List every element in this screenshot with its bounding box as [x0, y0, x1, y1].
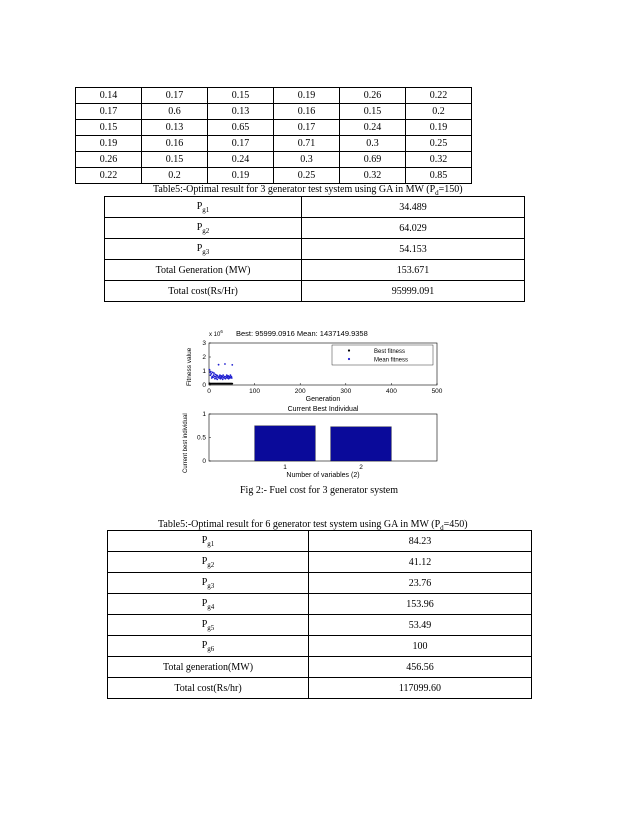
label-subscript: g3 [202, 247, 210, 256]
label-text: P [196, 221, 203, 233]
result-value: 41.12 [309, 552, 532, 573]
result-label [108, 552, 309, 573]
top-plot-title: Best: 95999.0916 Mean: 1437149.9358 [236, 329, 368, 338]
result-label [105, 239, 302, 260]
result-label [108, 594, 309, 615]
result-value: 54.153 [302, 239, 525, 260]
mean-fitness-point [231, 377, 233, 379]
label-text: P [196, 200, 203, 212]
matrix-cell: 0.2 [142, 168, 208, 184]
matrix-cell: 0.14 [76, 88, 142, 104]
matrix-cell: 0.19 [208, 168, 274, 184]
bottom-plot-frame [209, 414, 437, 461]
result-label [108, 531, 309, 552]
label-subscript: g2 [202, 226, 210, 235]
result-value: 153.671 [302, 260, 525, 281]
label-text: Total cost(Rs/hr) [174, 682, 242, 694]
figure-caption: Fig 2:- Fuel cost for 3 generator system [239, 485, 399, 496]
matrix-cell: 0.15 [76, 120, 142, 136]
label-subscript: g4 [207, 602, 215, 611]
matrix-cell: 0.26 [76, 152, 142, 168]
mean-fitness-point [218, 364, 220, 366]
mean-fitness-point [222, 374, 224, 376]
matrix-row [76, 152, 472, 168]
table5a [104, 196, 525, 302]
matrix-row [76, 136, 472, 152]
result-value: 53.49 [309, 615, 532, 636]
label-subscript: g5 [207, 623, 215, 632]
result-value: 34.489 [302, 197, 525, 218]
result-label [108, 657, 309, 678]
result-row [105, 281, 525, 302]
label-text: P [201, 555, 208, 567]
top-ytick-label: 3 [202, 340, 206, 347]
bottom-xlabel: Number of variables (2) [286, 472, 360, 479]
result-value: 153.96 [309, 594, 532, 615]
top-ytick-label: 1 [202, 368, 206, 375]
legend-mean: Mean fitness [374, 357, 409, 364]
mean-fitness-point [231, 364, 233, 366]
matrix-cell: 0.22 [76, 168, 142, 184]
matrix-cell: 0.22 [406, 88, 472, 104]
result-row [108, 615, 532, 636]
result-value: 23.76 [309, 573, 532, 594]
matrix-cell: 0.16 [142, 136, 208, 152]
legend-best: Best fitness [374, 349, 406, 355]
table5b-caption: Table5:-Optimal result for 6 generator test system using GA in MW $(P_d=450)$ [158, 519, 468, 532]
matrix-cell: 0.24 [340, 120, 406, 136]
matrix-cell: 0.32 [406, 152, 472, 168]
matrix-cell: 0.19 [406, 120, 472, 136]
bar-variable-2 [331, 427, 392, 461]
top-legend [332, 345, 433, 365]
matrix-row [76, 88, 472, 104]
matrix-cell: 0.25 [406, 136, 472, 152]
result-row [105, 239, 525, 260]
label-text: P [201, 639, 208, 651]
ga-figure [175, 325, 450, 480]
label-subscript: g2 [207, 560, 215, 569]
mean-fitness-point [224, 363, 226, 365]
label-subscript: g3 [207, 581, 215, 590]
bottom-ytick-label: 0.5 [196, 434, 206, 442]
matrix-cell: 0.15 [142, 152, 208, 168]
label-subscript: g1 [202, 205, 210, 214]
label-text: Total Generation (MW) [155, 264, 251, 276]
bar-variable-1 [255, 426, 316, 461]
label-text: Total generation(MW) [162, 661, 254, 673]
matrix-cell: 0.17 [208, 136, 274, 152]
matrix-row [76, 120, 472, 136]
label-text: P [196, 242, 203, 254]
matrix-cell: 0.17 [76, 104, 142, 120]
top-xtick-label: 500 [431, 388, 443, 395]
matrix-cell: 0.26 [340, 88, 406, 104]
result-value: 100 [309, 636, 532, 657]
matrix-cell: 0.15 [340, 104, 406, 120]
matrix-cell: 0.32 [340, 168, 406, 184]
matrix-cell: 0.16 [274, 104, 340, 120]
matrix-cell: 0.19 [76, 136, 142, 152]
bottom-xtick-label: 1 [283, 464, 287, 471]
label-text: P [201, 576, 208, 588]
result-row [108, 678, 532, 699]
mean-fitness-point [210, 371, 212, 373]
result-row [105, 218, 525, 239]
best-fitness-point [231, 383, 233, 385]
top-xtick-label: 300 [340, 388, 352, 395]
result-row [108, 531, 532, 552]
result-row [108, 573, 532, 594]
mean-fitness-point [209, 369, 211, 371]
label-subscript: g6 [207, 644, 215, 653]
top-multiplier: x $10^6$ [209, 329, 223, 338]
label-subscript: g1 [207, 539, 215, 548]
matrix-cell: 0.17 [142, 88, 208, 104]
top-ylabel: Fitness value [186, 347, 193, 386]
table5b [107, 530, 532, 699]
result-row [108, 594, 532, 615]
matrix-cell: 0.65 [208, 120, 274, 136]
result-row [108, 657, 532, 678]
label-text: P [201, 534, 208, 546]
result-row [105, 197, 525, 218]
result-label [108, 573, 309, 594]
result-value: 95999.091 [302, 281, 525, 302]
result-label [105, 260, 302, 281]
result-value: 456.56 [309, 657, 532, 678]
result-value: 117099.60 [309, 678, 532, 699]
mean-fitness-point [213, 372, 215, 374]
table5a-caption: Table5:-Optimal result for 3 generator test system using GA in MW $(P_d=150)$ [153, 184, 463, 197]
matrix-cell: 0.69 [340, 152, 406, 168]
result-label [108, 678, 309, 699]
matrix-row [76, 168, 472, 184]
top-ytick-label: 0 [202, 382, 206, 389]
matrix-cell: 0.19 [274, 88, 340, 104]
result-value: 84.23 [309, 531, 532, 552]
top-ytick-label: 2 [202, 354, 206, 361]
matrix-cell: 0.85 [406, 168, 472, 184]
result-label [108, 615, 309, 636]
matrix-cell: 0.2 [406, 104, 472, 120]
result-label [105, 218, 302, 239]
matrix-cell: 0.6 [142, 104, 208, 120]
matrix-cell: 0.13 [208, 104, 274, 120]
result-row [108, 552, 532, 573]
result-label [105, 197, 302, 218]
mean-fitness-point [210, 373, 212, 375]
result-row [108, 636, 532, 657]
matrix-cell: 0.15 [208, 88, 274, 104]
top-xtick-label: 200 [294, 388, 306, 395]
top-xtick-label: 100 [249, 388, 261, 395]
bottom-ylabel: Current best individual [183, 413, 189, 473]
bottom-ytick-label: 1 [202, 411, 206, 418]
matrix-cell: 0.71 [274, 136, 340, 152]
legend-marker-mean [348, 358, 350, 360]
matrix-cell: 0.24 [208, 152, 274, 168]
label-text: Total cost(Rs/Hr) [168, 285, 238, 297]
bottom-ytick-label: 0 [202, 458, 206, 465]
matrix-cell: 0.13 [142, 120, 208, 136]
top-xtick-label: 0 [207, 388, 211, 395]
matrix-row [76, 104, 472, 120]
matrix-cell: 0.3 [340, 136, 406, 152]
matrix-cell: 0.3 [274, 152, 340, 168]
top-xtick-label: 400 [385, 388, 397, 395]
result-row [105, 260, 525, 281]
result-label [108, 636, 309, 657]
matrix-cell: 0.17 [274, 120, 340, 136]
result-value: 64.029 [302, 218, 525, 239]
matrix-table [75, 87, 472, 184]
mean-fitness-point [222, 379, 224, 381]
bottom-xtick-label: 2 [359, 464, 363, 471]
legend-marker-best [348, 349, 350, 351]
bottom-plot-title: Current Best Individual [287, 406, 359, 413]
matrix-cell: 0.25 [274, 168, 340, 184]
label-text: P [201, 597, 208, 609]
top-xlabel: Generation [305, 396, 341, 403]
result-label [105, 281, 302, 302]
mean-fitness-point [216, 379, 218, 381]
label-text: P [201, 618, 208, 630]
